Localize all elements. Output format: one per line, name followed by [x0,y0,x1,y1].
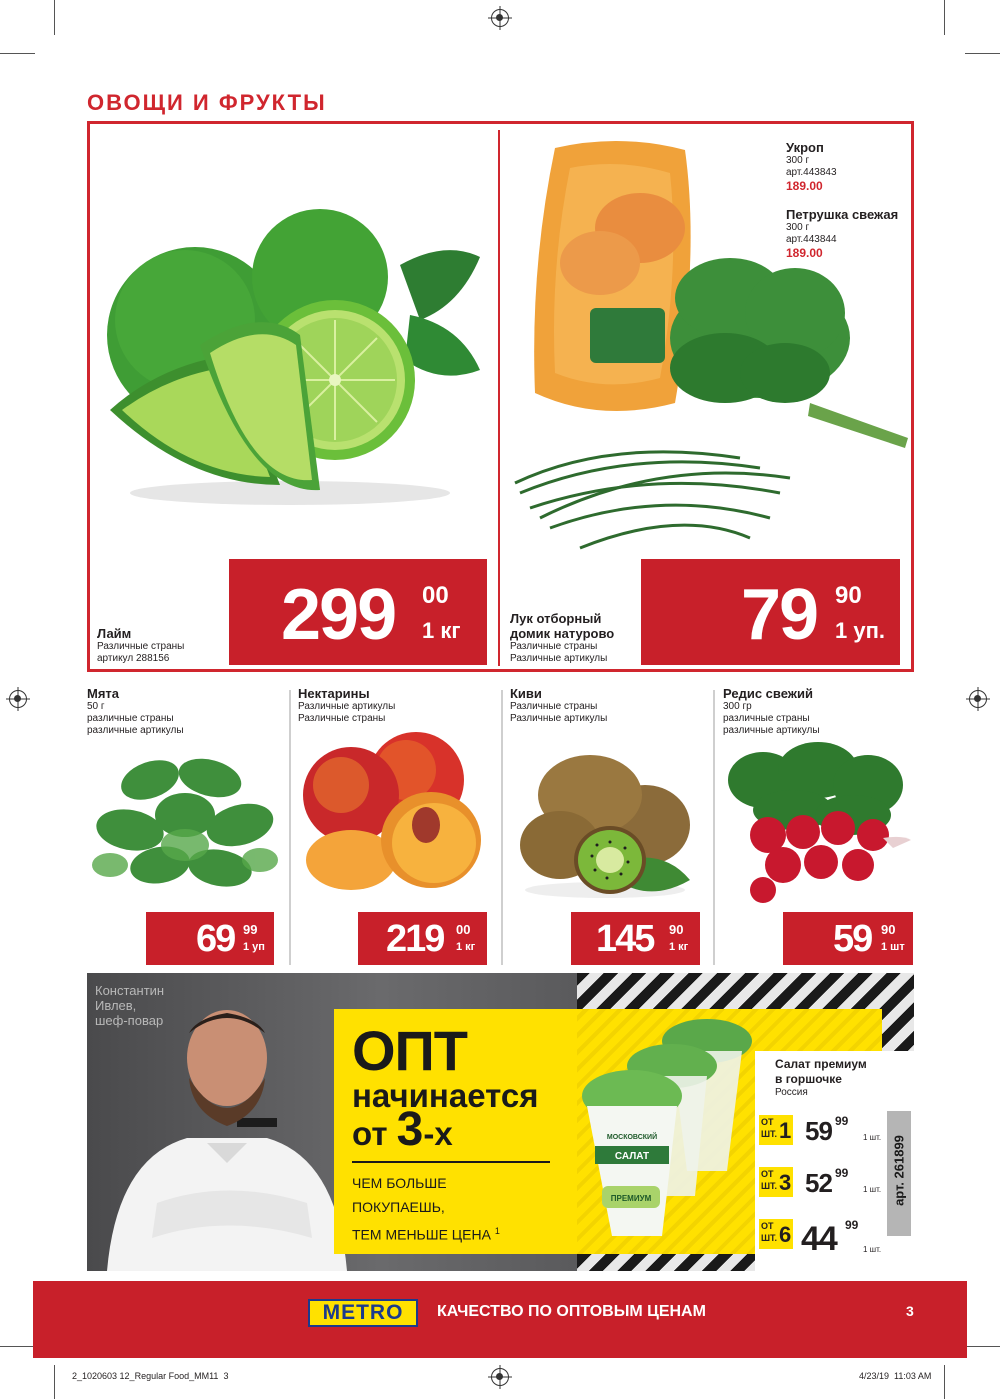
tier-badge [759,1167,793,1197]
mint-image [90,750,280,895]
page-number: 3 [906,1303,914,1319]
product-name: Мята [87,686,120,701]
article-sidebar [887,1111,911,1236]
side-item-dill [786,140,898,193]
tier-price-cents: 99 [835,1166,849,1180]
tier-from: ОТ [761,1169,774,1179]
product-detail: Различные страны [298,713,386,724]
price-cents: 90 [881,922,896,937]
product-detail: различные артикулы [723,725,820,736]
product-detail: различные страны [723,713,810,724]
tier-from: ОТ [761,1117,774,1127]
tier-qty: 6 [779,1222,792,1247]
side-item-name: Петрушка свежая [786,207,899,222]
tier-pcs: ШТ. [761,1233,778,1243]
opt-three: 3 [396,1103,424,1156]
salad-tier [759,1215,887,1267]
slug-filename: 2_1020603 12_Regular Food_MM11 [72,1371,219,1381]
footnote-mark: 1 [494,1226,500,1236]
column-divider [289,690,291,965]
metro-logo-text: METRO [322,1301,404,1324]
slug-date [859,1371,931,1381]
slug-page: 3 [223,1371,229,1381]
opt-tagline [352,1171,500,1247]
pot-label-2: ПРЕМИУМ [610,1194,652,1203]
tier-price-cents: 99 [845,1218,859,1232]
tier-pcs: ШТ. [761,1129,778,1139]
product-name: Киви [510,686,542,701]
tier-price-int: 59 [805,1116,832,1146]
price-unit: 1 шт [881,941,905,953]
opt-divider [352,1161,550,1163]
price-unit: 1 кг [456,941,476,953]
price-unit: 1 кг [669,941,689,953]
price-unit: 1 уп. [835,618,885,643]
tier-pcs: ШТ. [761,1181,778,1191]
slug-time: 11:03 AM [894,1371,932,1381]
price-unit: 1 уп [243,941,265,953]
registration-mark-icon [969,690,987,708]
product-name: Редис свежий [723,686,813,701]
radish-image [723,740,913,905]
product-detail: 50 г [87,701,105,712]
chef-caption-line: Константин [95,983,165,998]
article-number: арт. 261899 [891,1135,907,1206]
lime-origin: Различные страны [97,641,185,652]
metro-logo [308,1299,418,1327]
product-detail: Различные артикулы [298,701,396,712]
registration-mark-icon [491,9,509,27]
salad-pots-image [577,1011,757,1256]
tier-badge [759,1115,793,1145]
chef-caption-line: Ивлев, [95,998,137,1013]
herbs-side-list [786,140,898,260]
registration-mark-icon [9,690,27,708]
tier-price-int: 44 [801,1220,837,1258]
salad-name-line2: в горшочке [775,1072,842,1086]
product-name: Нектарины [298,686,370,701]
chef-caption-line: шеф-повар [95,1013,164,1028]
kiwi-image [515,750,695,900]
salad-tier [759,1163,887,1215]
onion-article: Различные артикулы [510,653,608,664]
radish-price-tag [783,912,913,965]
salad-price-card [755,1051,914,1271]
onion-name-line2: домик натурово [510,626,615,641]
product-detail: 300 гр [723,701,752,712]
tier-per: 1 шт. [863,1185,882,1194]
mint-price-tag [146,912,274,965]
price-integer: 79 [741,575,818,655]
kiwi-price-tag [571,912,700,965]
salad-origin: Россия [775,1087,808,1098]
pot-brand: МОСКОВСКИЙ [606,1134,658,1141]
lime-image [100,195,485,515]
tier-qty: 3 [779,1170,792,1195]
opt-word: ОПТ [352,1019,468,1082]
tier-price-int: 52 [805,1168,832,1198]
side-item-price: 189.00 [786,179,823,193]
price-integer: 69 [196,918,235,960]
product-detail: различные страны [87,713,174,724]
column-divider [713,690,715,965]
footer-slogan: КАЧЕСТВО ПО ОПТОВЫМ ЦЕНАМ [437,1303,706,1320]
section-title: ОВОЩИ И ФРУКТЫ [87,90,327,115]
tier-qty: 1 [779,1118,792,1143]
onion-info [510,611,614,665]
side-item-name: Укроп [786,140,824,155]
price-integer: 59 [833,918,872,960]
pot-label: САЛАТ [614,1151,650,1162]
side-item-article: арт.443843 [786,167,837,178]
chef-photo [97,988,357,1271]
side-item-article: арт.443844 [786,234,837,245]
side-item-price: 189.00 [786,246,823,260]
salad-info [775,1057,867,1099]
side-item-weight: 300 г [786,155,810,166]
price-cents: 90 [669,922,684,937]
registration-mark-icon [491,1368,509,1386]
salad-tier-list [759,1111,887,1267]
promo-banner [87,973,914,1271]
lime-price-tag [229,559,487,665]
price-cents: 90 [835,582,862,609]
tier-per: 1 шт. [863,1133,882,1142]
lime-info [97,626,184,665]
opt-headline [352,1019,539,1156]
price-unit: 1 кг [422,618,461,643]
slug-date-text: 4/23/19 [859,1371,890,1381]
onion-name-line1: Лук отборный [510,611,602,626]
lime-name: Лайм [97,626,132,641]
price-cents: 99 [243,922,258,937]
nectarine-price-tag [358,912,487,965]
tier-badge [759,1219,793,1249]
opt-x: -х [423,1115,453,1152]
slug-file [72,1371,228,1381]
tier-price-cents: 99 [835,1114,849,1128]
price-cents: 00 [456,922,471,937]
opt-from: от [352,1115,388,1152]
side-item-weight: 300 г [786,222,810,233]
tagline-line: ПОКУПАЕШЬ, [352,1199,445,1215]
lime-article: артикул 288156 [97,653,170,664]
tagline-line: ЧЕМ БОЛЬШЕ [352,1175,447,1191]
price-integer: 299 [281,575,396,655]
product-detail: Различные артикулы [510,713,608,724]
footer-bar [33,1281,967,1358]
salad-name-line1: Салат премиум [775,1057,867,1071]
onion-price-tag [641,559,900,665]
tier-from: ОТ [761,1221,774,1231]
product-detail: Различные страны [510,701,598,712]
nectarine-image [296,725,486,895]
product-detail: различные артикулы [87,725,184,736]
hero-divider [498,130,500,666]
opt-starts: начинается [352,1077,539,1114]
price-integer: 219 [386,918,444,960]
salad-tier [759,1111,887,1163]
price-integer: 145 [596,918,654,960]
side-item-parsley [786,207,898,260]
tier-per: 1 шт. [863,1245,882,1254]
price-cents: 00 [422,582,449,609]
onion-origin: Различные страны [510,641,598,652]
tagline-line: ТЕМ МЕНЬШЕ ЦЕНА [352,1226,491,1243]
column-divider [501,690,503,965]
